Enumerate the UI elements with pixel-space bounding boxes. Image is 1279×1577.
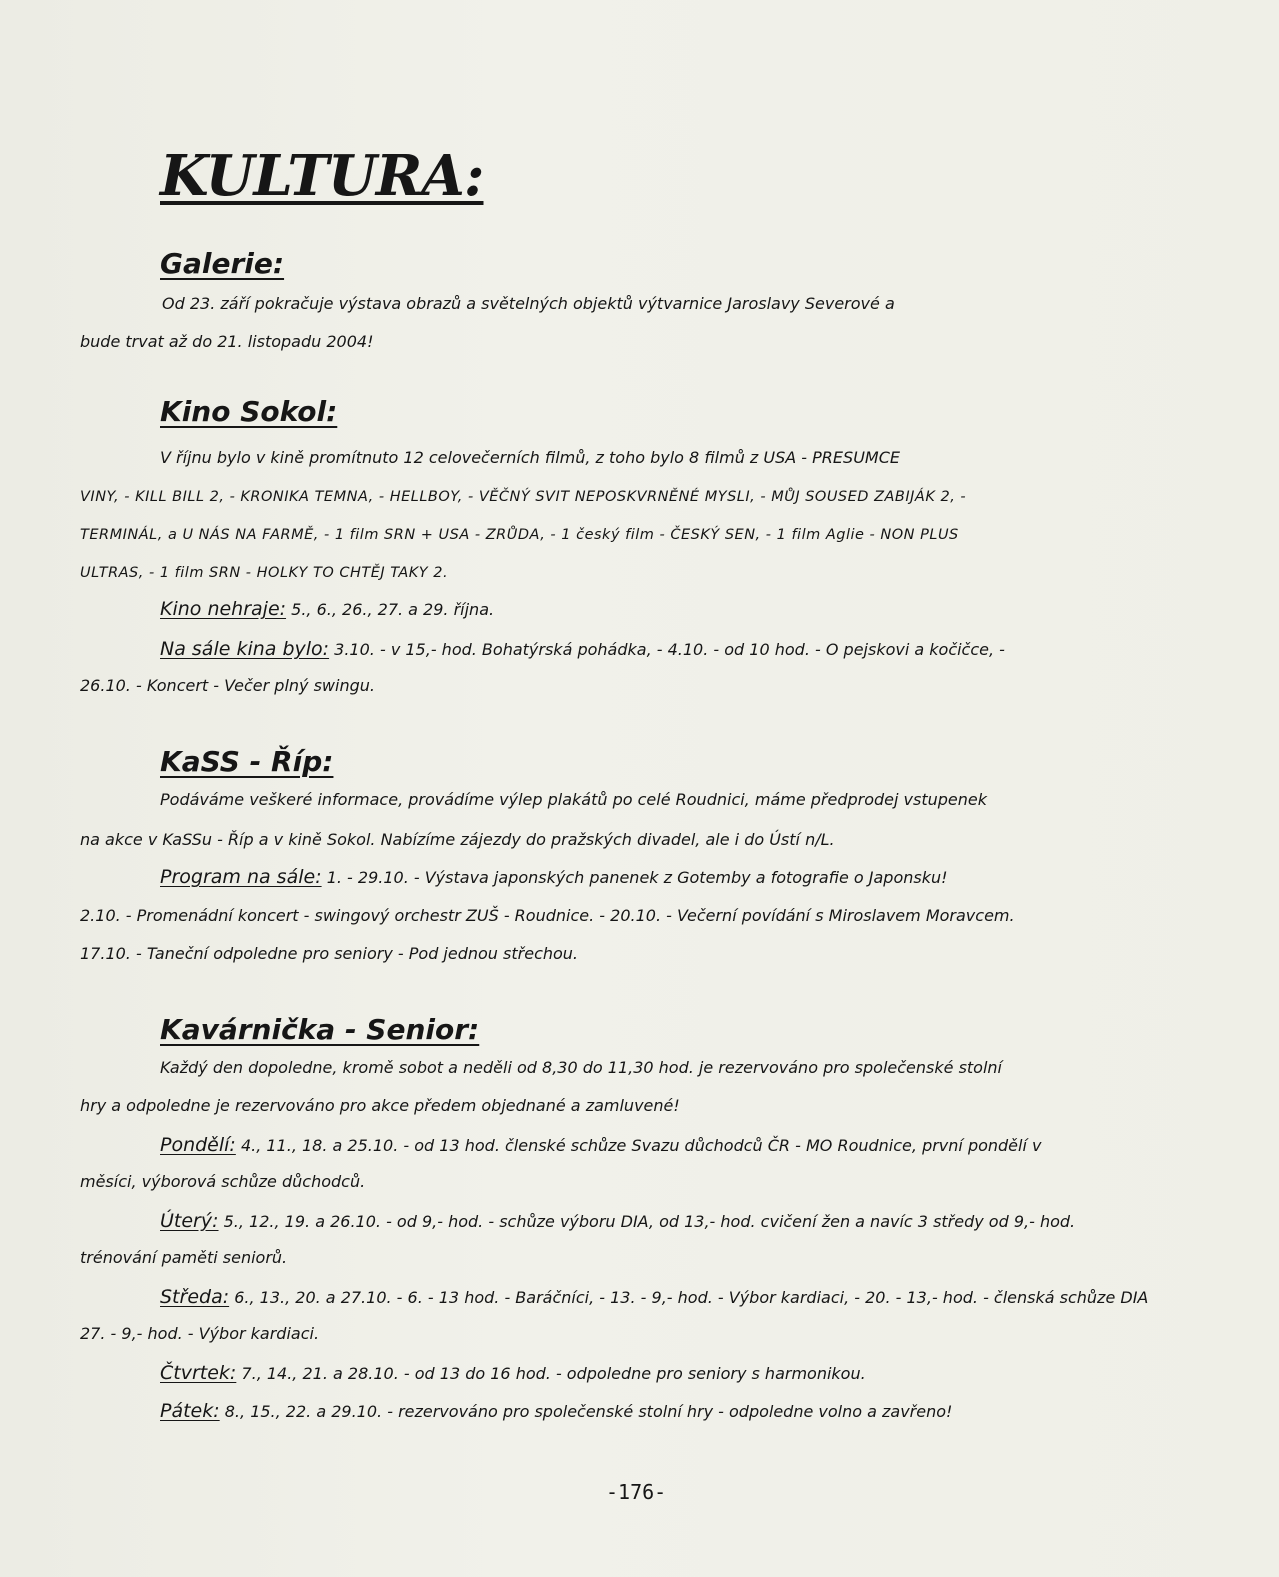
pondeli-line-2: měsíci, výborová schůze důchodců. — [80, 1172, 366, 1191]
pondeli-label: Pondělí: — [160, 1134, 236, 1156]
utery-text: 5., 12., 19. a 26.10. - od 9,- hod. - schůze výboru DIA, od 13,- hod. cvičení žen a navíc 3 středy od 9,- hod. — [223, 1212, 1076, 1231]
patek-label: Pátek: — [160, 1400, 220, 1422]
streda-text: 6., 13., 20. a 27.10. - 6. - 13 hod. - Baráčníci, - 13. - 9,- hod. - Výbor kardiaci, - 20. - 13,- hod. - členská schůze DIA — [234, 1288, 1149, 1307]
utery-row — [160, 1212, 1075, 1231]
kino-sal-text: 3.10. - v 15,- hod. Bohatýrská pohádka, - 4.10. - od 10 hod. - O pejskovi a kočičce, - — [334, 640, 1005, 659]
page-number: -176- — [606, 1480, 667, 1504]
kino-nehraje-text: 5., 6., 26., 27. a 29. října. — [291, 600, 495, 619]
streda-label: Středa: — [160, 1286, 230, 1308]
pondeli-text: 4., 11., 18. a 25.10. - od 13 hod. členské schůze Svazu důchodců ČR - MO Roudnice, první pondělí v — [240, 1136, 1042, 1155]
pondeli-row — [160, 1136, 1041, 1155]
kass-program-label: Program na sále: — [160, 866, 322, 888]
kass-line-2: na akce v KaSSu - Říp a v kině Sokol. Nabízíme zájezdy do pražských divadel, ale i do Ústí n/L. — [80, 830, 835, 849]
kass-program — [160, 868, 948, 887]
streda-line-2: 27. - 9,- hod. - Výbor kardiaci. — [80, 1324, 320, 1343]
kass-line-1: Podáváme veškeré informace, provádíme výlep plakátů po celé Roudnici, máme předprodej vstupenek — [160, 790, 988, 809]
kavarnicka-line-2: hry a odpoledne je rezervováno pro akce předem objednané a zamluvené! — [80, 1096, 680, 1115]
kavarnicka-heading: Kavárnička - Senior: — [160, 1013, 480, 1046]
kass-heading: KaSS - Říp: — [160, 745, 334, 778]
galerie-line-2: bude trvat až do 21. listopadu 2004! — [80, 332, 374, 351]
kino-sal — [160, 640, 1005, 659]
kino-nehraje-label: Kino nehraje: — [160, 598, 287, 620]
ctvrtek-text: 7., 14., 21. a 28.10. - od 13 do 16 hod. - odpoledne pro seniory s harmonikou. — [241, 1364, 866, 1383]
kino-sal-label: Na sále kina bylo: — [160, 638, 330, 660]
page-title: KULTURA: — [160, 143, 484, 209]
ctvrtek-row — [160, 1364, 866, 1383]
streda-row — [160, 1288, 1148, 1307]
kino-nehraje — [160, 600, 494, 619]
kino-heading: Kino Sokol: — [160, 395, 338, 428]
kass-program-text: 1. - 29.10. - Výstava japonských panenek z Gotemby a fotografie o Japonsku! — [326, 868, 948, 887]
patek-row — [160, 1402, 952, 1421]
kino-intro-line-1: V říjnu bylo v kině promítnuto 12 celovečerních filmů, z toho bylo 8 filmů z USA - PRESUMCE — [160, 448, 900, 467]
galerie-line-1: Od 23. září pokračuje výstava obrazů a světelných objektů výtvarnice Jaroslavy Severové a — [162, 294, 895, 313]
kino-intro-line-2: VINY, - KILL BILL 2, - KRONIKA TEMNA, - HELLBOY, - VĚČNÝ SVIT NEPOSKVRNĚNÉ MYSLI, - MŮJ SOUSED ZABIJÁK 2, - — [80, 489, 967, 505]
patek-text: 8., 15., 22. a 29.10. - rezervováno pro společenské stolní hry - odpoledne volno a zavřeno! — [224, 1402, 953, 1421]
utery-label: Úterý: — [160, 1210, 219, 1232]
kino-intro-line-4: ULTRAS, - 1 film SRN - HOLKY TO CHTĚJ TAKY 2. — [80, 565, 449, 581]
ctvrtek-label: Čtvrtek: — [160, 1362, 237, 1384]
utery-line-2: trénování paměti seniorů. — [80, 1248, 288, 1267]
galerie-heading: Galerie: — [160, 247, 285, 280]
kino-intro-line-3: TERMINÁL, a U NÁS NA FARMĚ, - 1 film SRN + USA - ZRŮDA, - 1 český film - ČESKÝ SEN, - 1 film Aglie - NON PLUS — [80, 527, 959, 543]
kass-program-line-3: 17.10. - Taneční odpoledne pro seniory - Pod jednou střechou. — [80, 944, 579, 963]
kass-program-line-2: 2.10. - Promenádní koncert - swingový orchestr ZUŠ - Roudnice. - 20.10. - Večerní povídání s Miroslavem Moravcem. — [80, 906, 1015, 925]
kino-sal-line-2: 26.10. - Koncert - Večer plný swingu. — [80, 676, 375, 695]
kavarnicka-line-1: Každý den dopoledne, kromě sobot a neděli od 8,30 do 11,30 hod. je rezervováno pro společenské stolní — [160, 1058, 1002, 1077]
